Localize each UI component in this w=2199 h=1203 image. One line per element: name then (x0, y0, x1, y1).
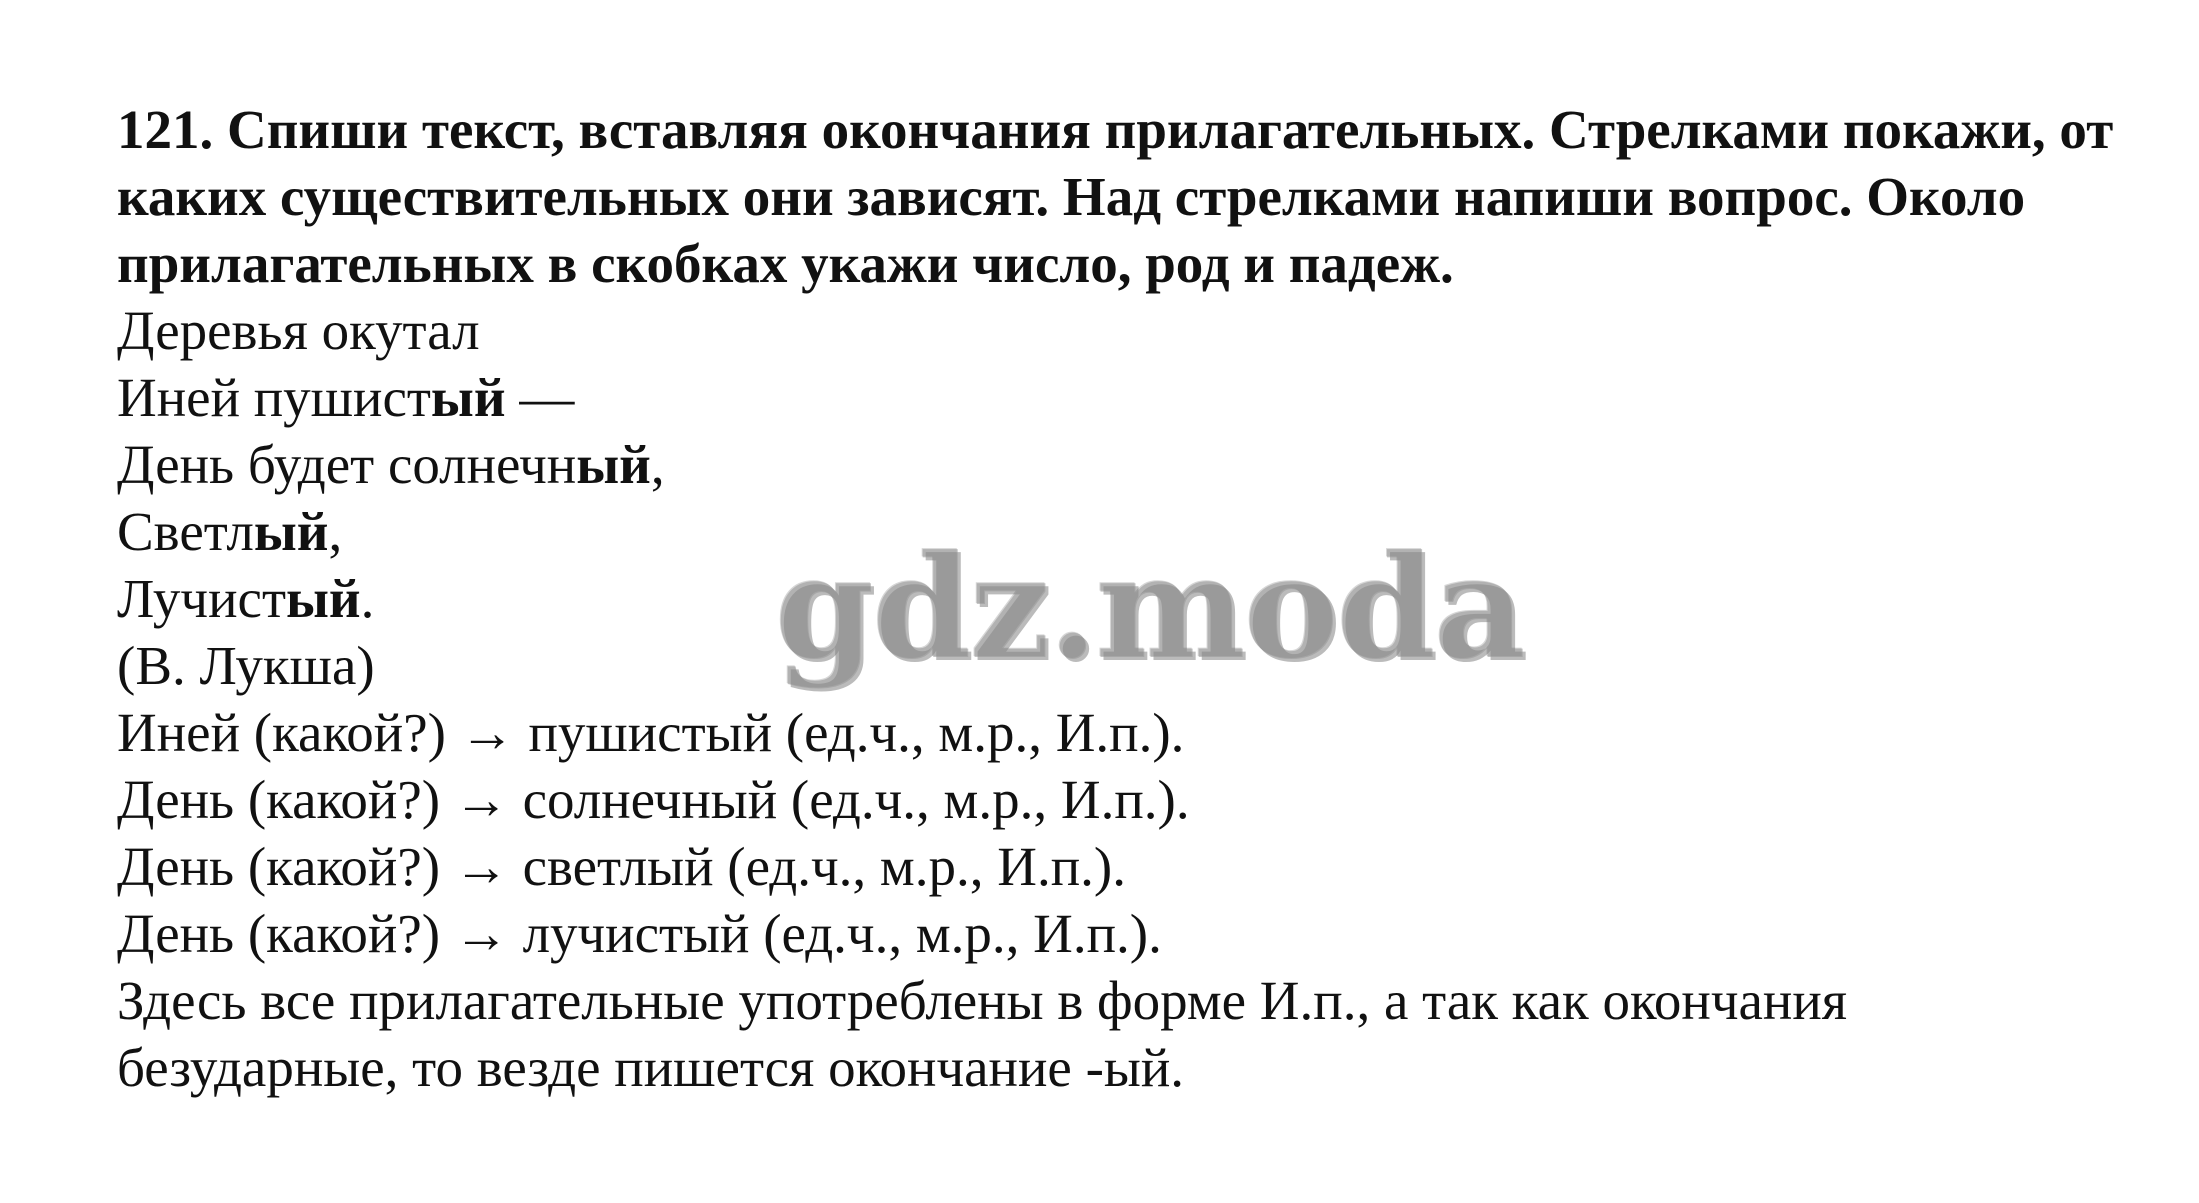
poem-line-stem: Деревья окутал (117, 300, 480, 361)
task-text: Спиши текст, вставляя окончания прилагательных. Стрелками покажи, от каких существительных они зависят. Над стрелками напиши вопрос. Около прилагательных в скобках укажи число, род и падеж. (117, 99, 2114, 294)
task-statement (117, 96, 2157, 297)
conclusion-line: безударные, то везде пишется окончание -ый. (117, 1037, 1185, 1098)
conclusion (117, 967, 2157, 1101)
poem-line-punct: — (505, 367, 575, 428)
poem-author: (В. Лукша) (117, 635, 375, 696)
answer-line: День (какой?) → лучистый (ед.ч., м.р., И.п.). (117, 903, 1162, 964)
poem-line-punct: , (328, 501, 343, 562)
poem-line (117, 364, 2157, 431)
task-number: 121. (117, 99, 214, 160)
poem-line-stem: Лучист (117, 568, 286, 629)
poem-line-punct: . (360, 568, 375, 629)
poem-line-ending: ый (253, 501, 329, 562)
poem-line-ending: ый (430, 367, 506, 428)
poem-line-stem: Светл (117, 501, 254, 562)
poem-line-stem: Иней пушист (117, 367, 431, 428)
poem-line-stem: День будет солнечн (117, 434, 577, 495)
answer-line: День (какой?) → светлый (ед.ч., м.р., И.п.). (117, 836, 1126, 897)
watermark-logo: gdz.moda (775, 525, 1524, 691)
poem-line (117, 297, 2157, 364)
poem-line (117, 431, 2157, 498)
poem-line-punct: , (650, 434, 665, 495)
conclusion-line: Здесь все прилагательные употреблены в форме И.п., а так как окончания (117, 970, 1848, 1031)
poem-line-ending: ый (576, 434, 651, 495)
poem-line-ending: ый (285, 568, 361, 629)
answer-line: Иней (какой?) → пушистый (ед.ч., м.р., И.п.). (117, 702, 1185, 763)
answer-list (117, 699, 2157, 967)
answer-line: День (какой?) → солнечный (ед.ч., м.р., И.п.). (117, 769, 1190, 830)
